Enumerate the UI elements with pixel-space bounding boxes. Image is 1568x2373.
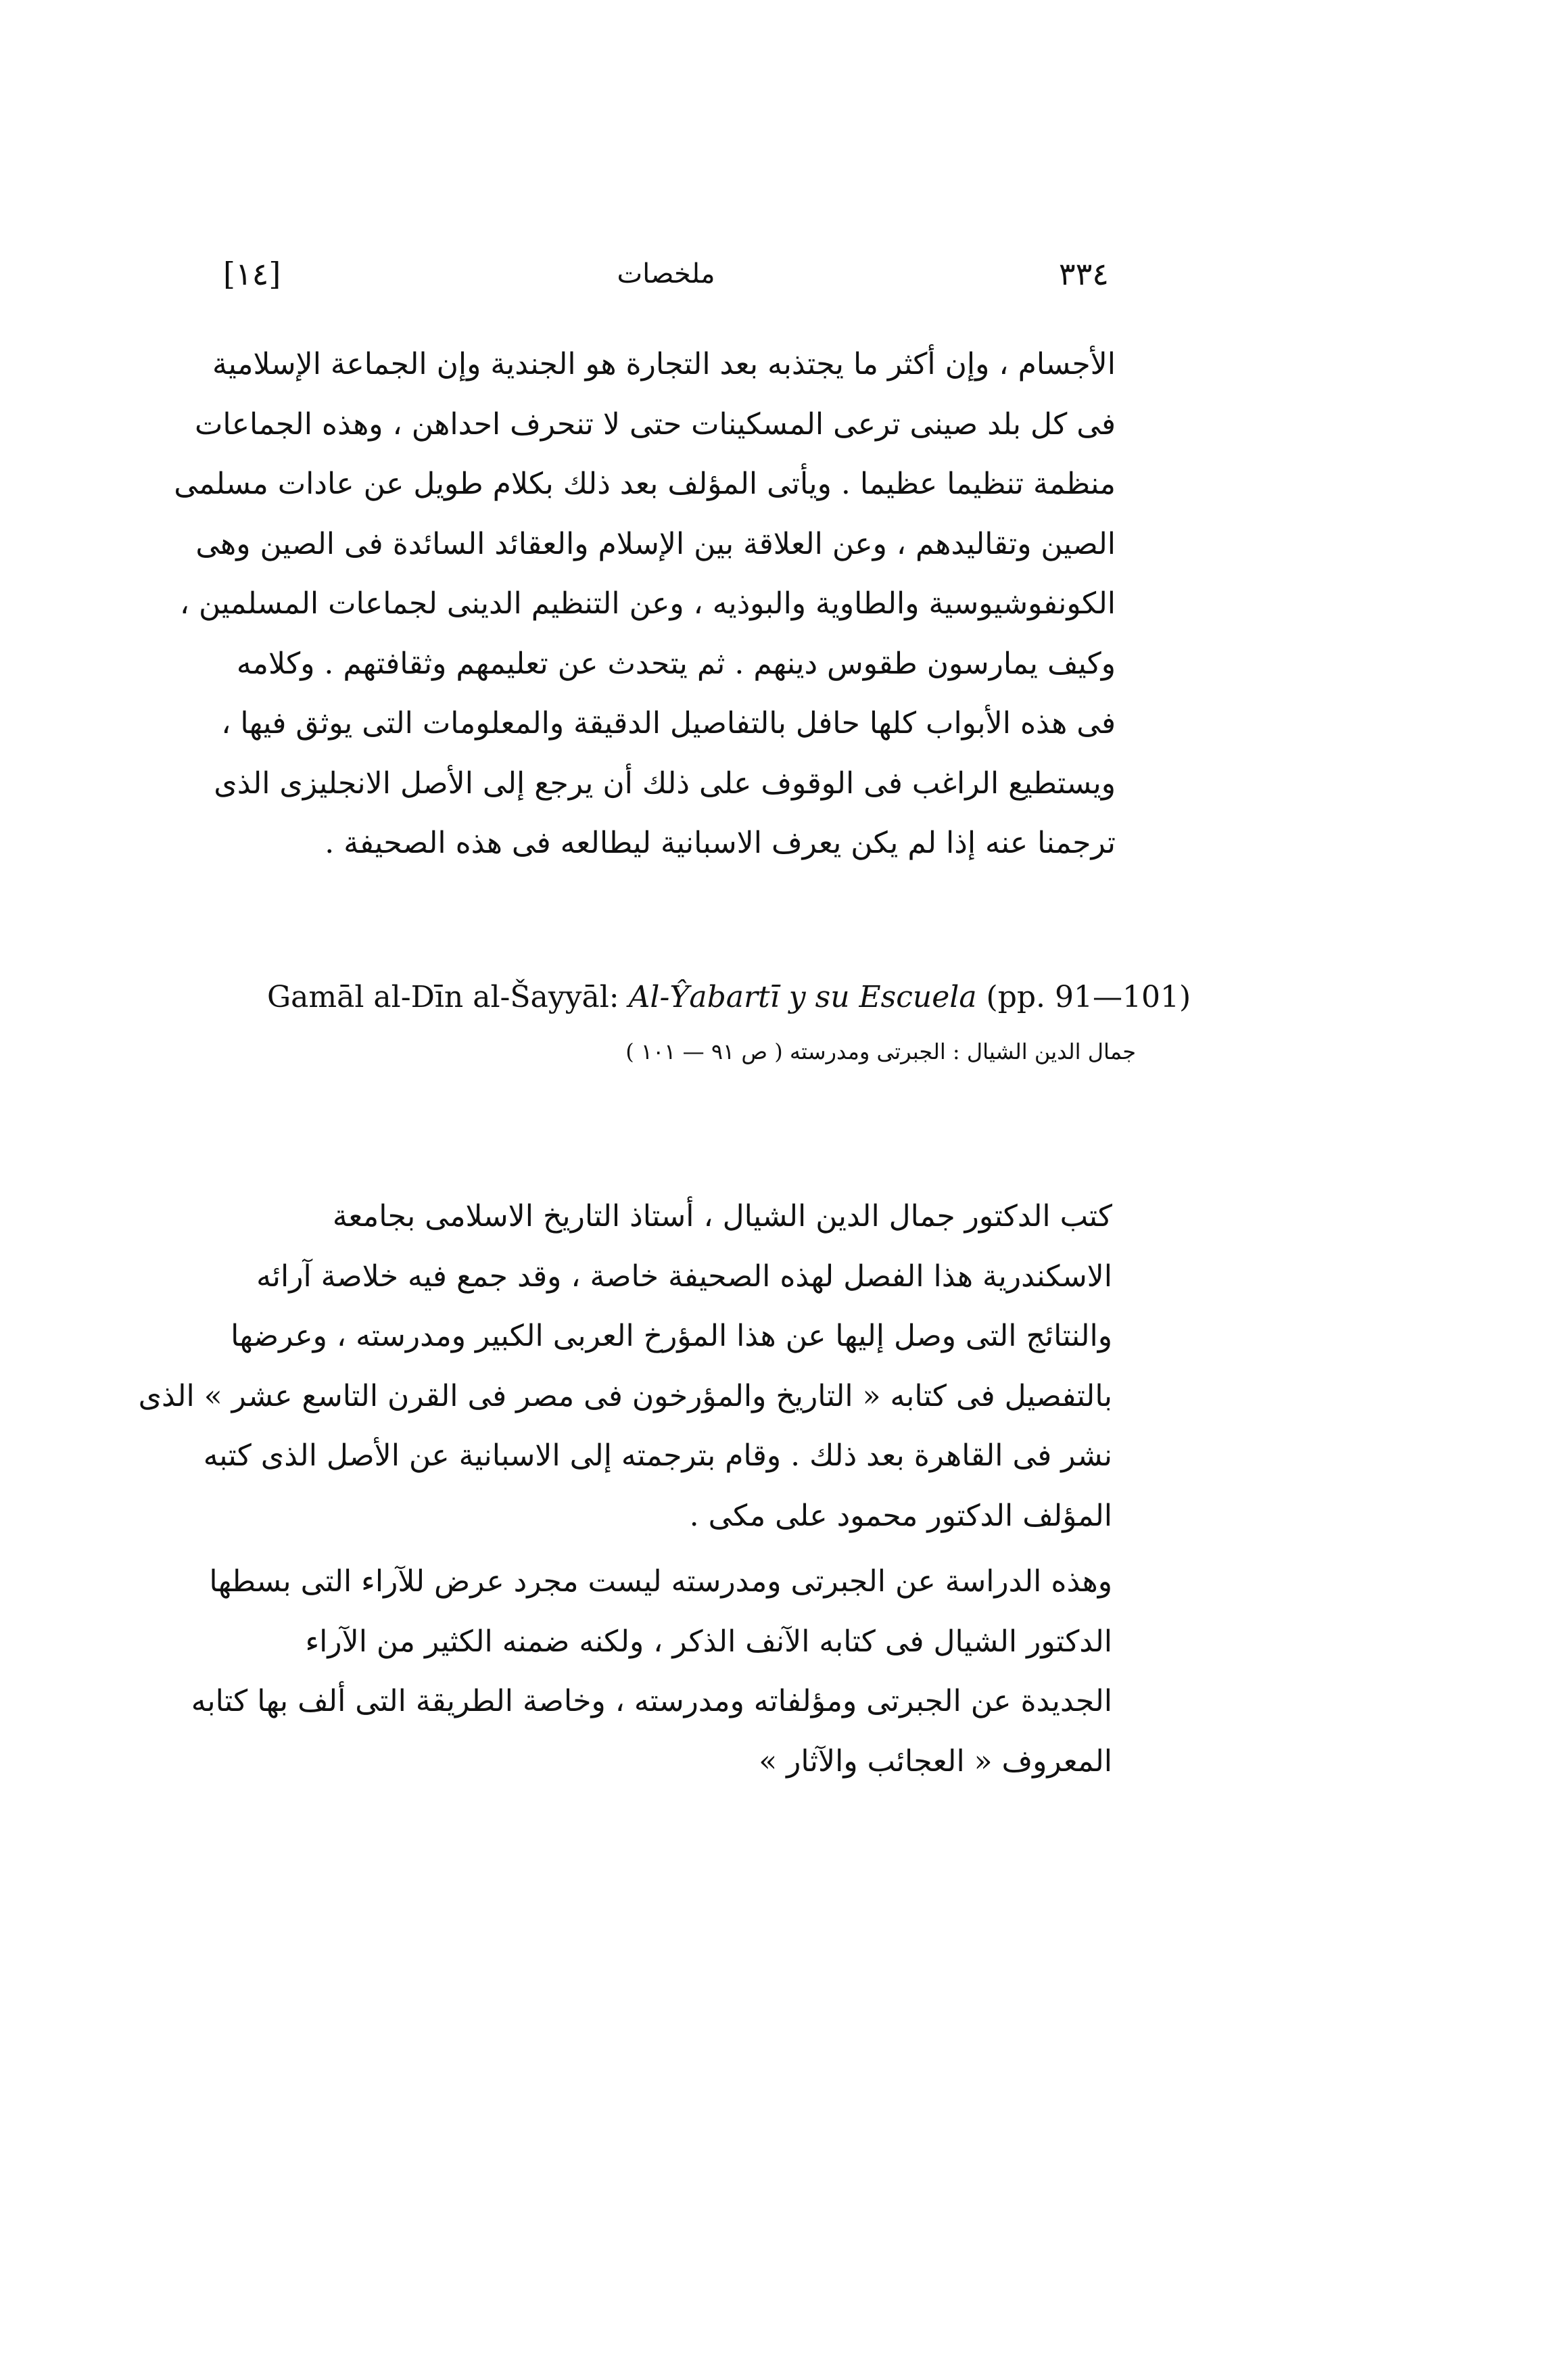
text-line: بالتفصيل فى كتابه « التاريخ والمؤرخون فى مصر فى القرن التاسع عشر » الذى xyxy=(138,1378,1112,1413)
text-line: كتب الدكتور جمال الدين الشيال ، أستاذ التاريخ الاسلامى بجامعة xyxy=(332,1199,1112,1234)
text-line: الصين وتقاليدهم ، وعن العلاقة بين الإسلام والعقائد السائدة فى الصين وهى xyxy=(195,526,1116,561)
text-line: نشر فى القاهرة بعد ذلك . وقام بترجمته إلى الاسبانية عن الأصل الذى كتبه xyxy=(203,1438,1112,1473)
text-line: المؤلف الدكتور محمود على مكى . xyxy=(689,1498,1112,1533)
article-heading-latin xyxy=(267,974,1191,1021)
text-line: الجديدة عن الجبرتى ومؤلفاته ومدرسته ، وخاصة الطريقة التى ألف بها كتابه xyxy=(191,1684,1112,1718)
summary-paragraph xyxy=(191,1552,1112,1791)
bracket-number: [١٤] xyxy=(223,256,281,292)
page-header xyxy=(223,243,1109,311)
running-title: ملخصات xyxy=(617,258,715,289)
text-line: وهذه الدراسة عن الجبرتى ومدرسته ليست مجرد عرض للآراء التى بسطها xyxy=(209,1564,1112,1599)
text-line: الدكتور الشيال فى كتابه الآنف الذكر ، ولكنه ضمنه الكثير من الآراء xyxy=(305,1624,1112,1659)
text-line: الاسكندرية هذا الفصل لهذه الصحيفة خاصة ، وقد جمع فيه خلاصة آرائه xyxy=(256,1259,1112,1294)
text-line: ترجمنا عنه إذا لم يكن يعرف الاسبانية ليطالعه فى هذه الصحيفة . xyxy=(325,826,1116,860)
text-line: وكيف يمارسون طقوس دينهم . ثم يتحدث عن تعليمهم وثقافتهم . وكلامه xyxy=(236,646,1116,681)
text-line: الأجسام ، وإن أكثر ما يجتذبه بعد التجارة هو الجندية وإن الجماعة الإسلامية xyxy=(212,347,1116,381)
text-line: ويستطيع الراغب فى الوقوف على ذلك أن يرجع إلى الأصل الانجليزى الذى xyxy=(214,766,1116,801)
page-number: ٣٣٤ xyxy=(1058,256,1109,292)
article-title: Al-Ŷabartī y su Escuela xyxy=(628,980,977,1014)
text-line: منظمة تنظيما عظيما . ويأتى المؤلف بعد ذلك بكلام طويل عن عادات مسلمى xyxy=(174,467,1116,501)
article-heading-arabic: جمال الدين الشيال : الجبرتى ومدرسته ( ص ٩١ — ١٠١ ) xyxy=(625,1039,1136,1064)
article-pages: (pp. 91—101) xyxy=(976,980,1191,1014)
article-author: Gamāl al-Dīn al-Šayyāl: xyxy=(267,980,629,1014)
text-line: فى كل بلد صينى ترعى المسكينات حتى لا تنحرف احداهن ، وهذه الجماعات xyxy=(194,406,1116,442)
text-line: الكونفوشيوسية والطاوية والبوذيه ، وعن التنظيم الدينى لجماعات المسلمين ، xyxy=(179,586,1116,621)
text-line: والنتائج التى وصل إليها عن هذا المؤرخ العربى الكبير ومدرسته ، وعرضها xyxy=(231,1319,1112,1353)
summary-paragraph xyxy=(138,1187,1112,1546)
summary-paragraph-continued xyxy=(174,335,1116,874)
text-line: فى هذه الأبواب كلها حافل بالتفاصيل الدقيقة والمعلومات التى يوثق فيها ، xyxy=(221,706,1116,741)
text-line: المعروف « العجائب والآثار » xyxy=(759,1743,1112,1779)
